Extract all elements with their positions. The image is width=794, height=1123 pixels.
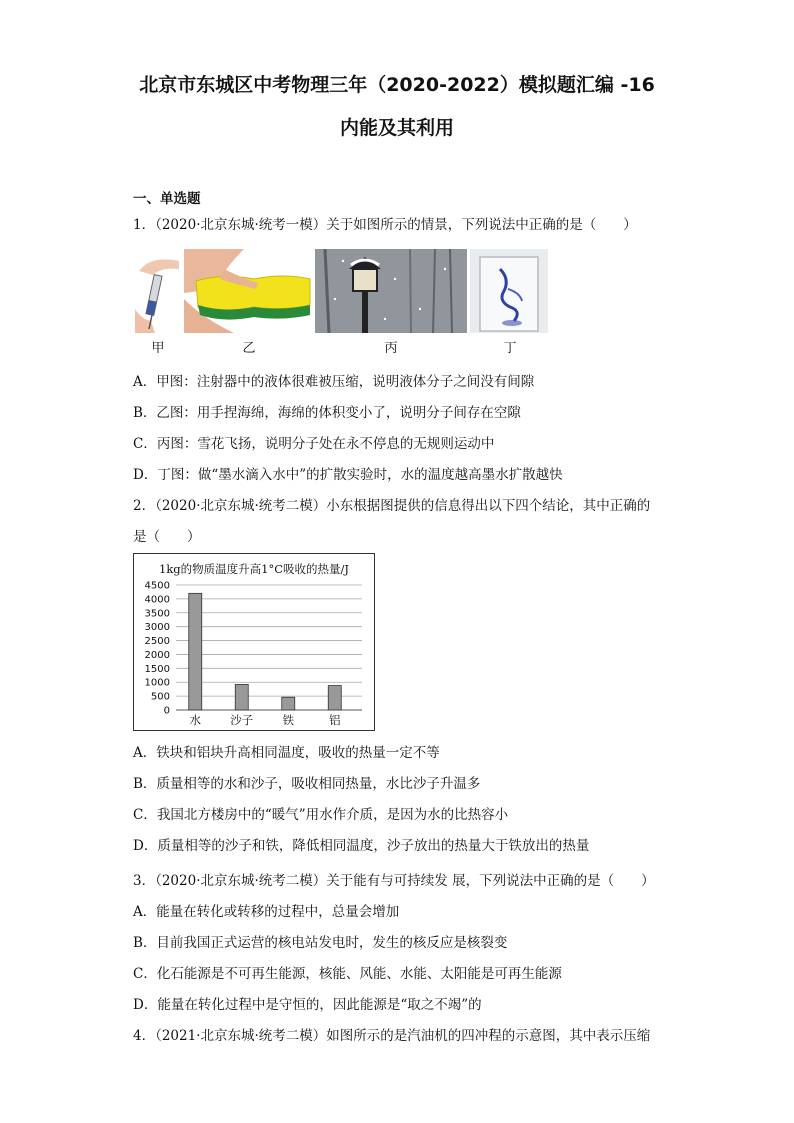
- document-title-line-2: 内能及其利用: [339, 117, 454, 139]
- x-tick-label: 水: [189, 713, 201, 727]
- caption-jia: 甲: [151, 341, 165, 356]
- q2-option-a: A．铁块和铝块升高相同温度，吸收的热量一定不等: [133, 745, 440, 761]
- q4-stem: 4．（2021·北京东城·统考二模）如图所示的是汽油机的四冲程的示意图，其中表示压缩: [133, 1028, 651, 1044]
- y-tick-label: 2000: [144, 649, 170, 661]
- x-tick-label: 铁: [282, 713, 294, 727]
- y-tick-label: 500: [150, 691, 170, 703]
- q2-stem-line-1: 2．（2020·北京东城·统考二模）小东根据图提供的信息得出以下四个结论，其中正确的: [133, 498, 651, 514]
- caption-bing: 丙: [384, 341, 398, 356]
- bar-2: [282, 697, 295, 710]
- q3-option-c: C．化石能源是不可再生能源，核能、风能、水能、太阳能是可再生能源: [133, 966, 562, 982]
- heat-absorption-bar-chart: [133, 553, 375, 731]
- y-tick-label: 2500: [144, 636, 170, 648]
- q3-stem: 3．（2020·北京东城·统考二模）关于能有与可持续发 展，下列说法中正确的是（ ）: [133, 873, 655, 889]
- caption-ding: 丁: [503, 341, 517, 356]
- q2-option-b: B．质量相等的水和沙子，吸收相同热量，水比沙子升温多: [133, 776, 481, 792]
- q2-option-d: D．质量相等的沙子和铁，降低相同温度，沙子放出的热量大于铁放出的热量: [133, 838, 590, 854]
- q2-stem-line-2: 是（ ）: [133, 529, 201, 545]
- chart-title: 1kg的物质温度升高1°C吸收的热量/J: [159, 562, 349, 576]
- bar-1: [235, 684, 248, 710]
- sponge-photo: [184, 249, 312, 333]
- y-tick-label: 3000: [144, 622, 170, 634]
- bar-0: [189, 593, 202, 710]
- y-tick-label: 1000: [144, 677, 170, 689]
- document-title-line-1: 北京市东城区中考物理三年（2020-2022）模拟题汇编 -16: [139, 74, 655, 96]
- y-tick-label: 0: [163, 705, 170, 717]
- x-tick-label: 沙子: [230, 713, 254, 727]
- snowy-lamp-photo: [315, 249, 467, 333]
- q3-option-b: B．目前我国正式运营的核电站发电时，发生的核反应是核裂变: [133, 935, 508, 951]
- q2-option-c: C．我国北方楼房中的“暖气”用水作介质，是因为水的比热容小: [133, 807, 509, 823]
- q1-option-d: D．丁图：做“墨水滴入水中”的扩散实验时，水的温度越高墨水扩散越快: [133, 467, 563, 483]
- section-heading: 一、单选题: [133, 191, 201, 207]
- ink-in-water-photo: [470, 249, 548, 333]
- y-tick-label: 4000: [144, 594, 170, 606]
- y-tick-label: 3500: [144, 608, 170, 620]
- y-tick-label: 1500: [144, 663, 170, 675]
- q3-option-d: D．能量在转化过程中是守恒的，因此能源是“取之不竭”的: [133, 997, 482, 1013]
- syringe-photo: [133, 249, 181, 333]
- q1-option-b: B．乙图：用手捏海绵，海绵的体积变小了，说明分子间存在空隙: [133, 405, 521, 421]
- y-tick-label: 4500: [144, 580, 170, 592]
- q1-option-c: C．丙图：雪花飞扬，说明分子处在永不停息的无规则运动中: [133, 436, 495, 452]
- bar-3: [328, 686, 341, 710]
- caption-yi: 乙: [242, 341, 256, 356]
- q1-option-a: A．甲图：注射器中的液体很难被压缩，说明液体分子之间没有间隙: [133, 374, 535, 390]
- q1-stem: 1．（2020·北京东城·统考一模）关于如图所示的情景，下列说法中正确的是（ ）: [133, 217, 637, 233]
- q3-option-a: A．能量在转化或转移的过程中，总量会增加: [133, 904, 400, 920]
- x-tick-label: 铝: [329, 713, 341, 727]
